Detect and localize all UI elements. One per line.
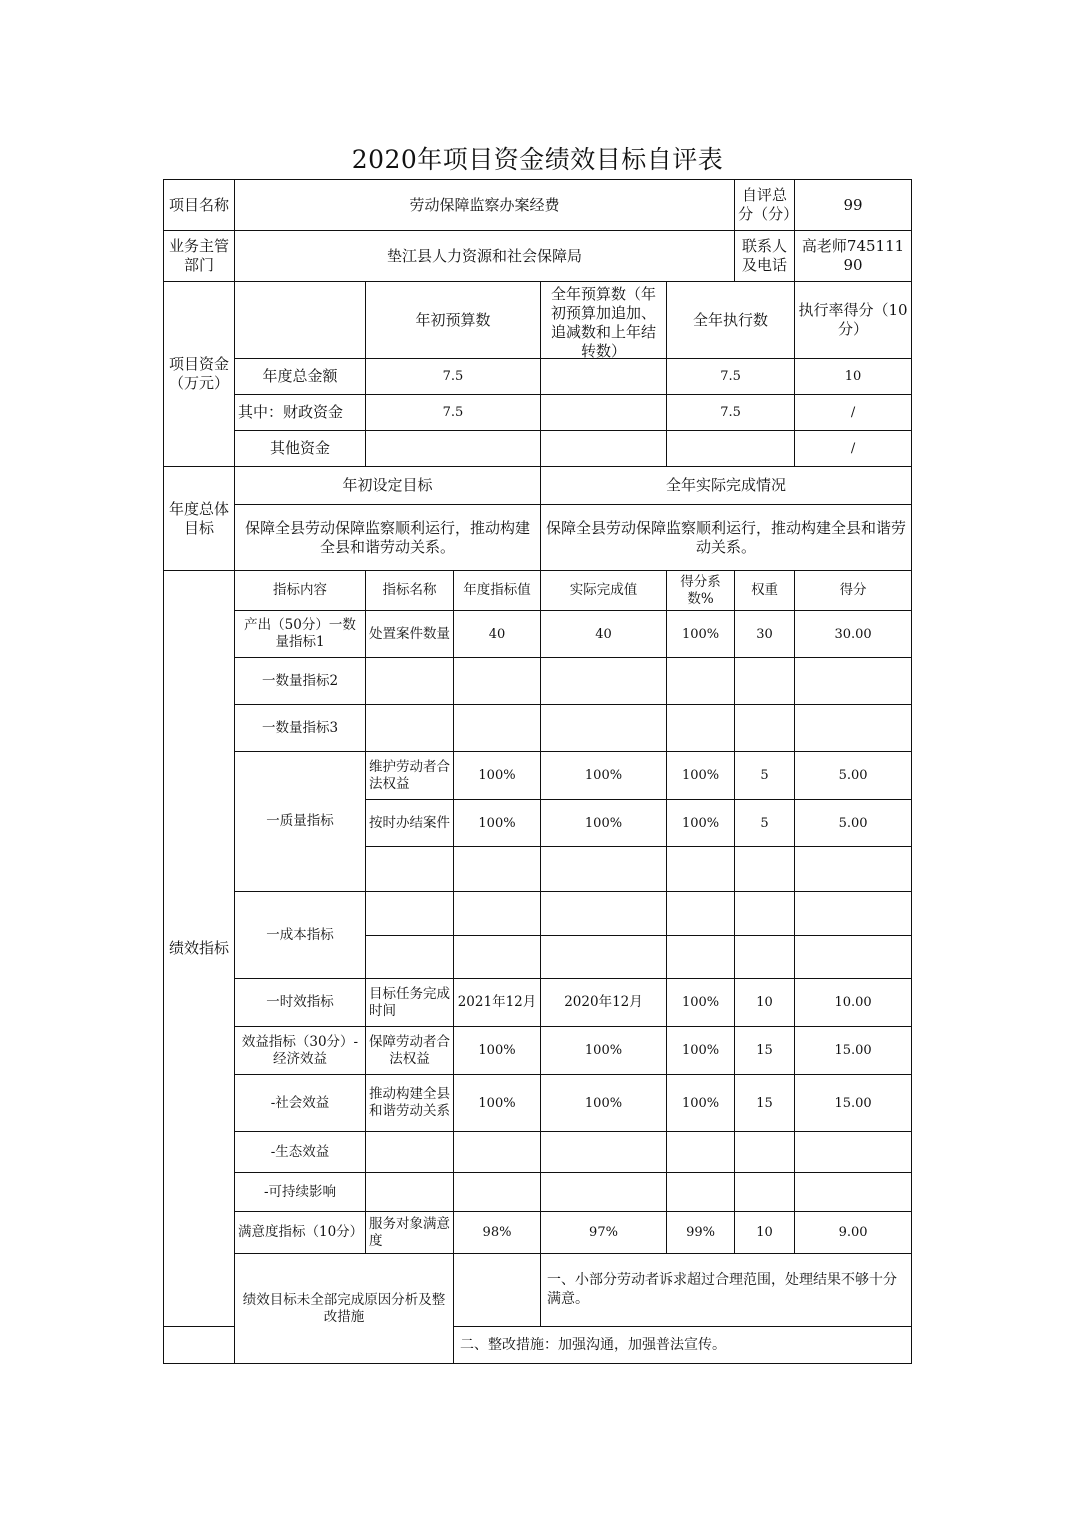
indicator-content: 效益指标（30分）-经济效益 — [235, 1027, 366, 1075]
indicator-content: 一质量指标 — [235, 752, 366, 892]
indicator-name: 按时办结案件 — [366, 800, 454, 847]
indicator-score: 10.00 — [795, 979, 912, 1027]
indicator-weight: 30 — [735, 611, 795, 658]
indicator-actual: 97% — [541, 1212, 667, 1254]
indicator-name: 推动构建全县和谐劳动关系 — [366, 1075, 454, 1132]
indicator-actual: 100% — [541, 1027, 667, 1075]
indicator-name: 目标任务完成时间 — [366, 979, 454, 1027]
indicator-name: 处置案件数量 — [366, 611, 454, 658]
self-evaluation-table — [163, 179, 912, 1364]
indicator-content: -可持续影响 — [235, 1173, 366, 1212]
indicator-actual: 2020年12月 — [541, 979, 667, 1027]
project-name-label: 项目名称 — [164, 180, 235, 231]
indicator-coef: 100% — [667, 979, 735, 1027]
indicator-content: 产出（50分）一数量指标1 — [235, 611, 366, 658]
funds-row-full — [541, 431, 667, 467]
funds-row-initial: 7.5 — [366, 359, 541, 395]
goals-actual-text: 保障全县劳动保障监察顺利运行，推动构建全县和谐劳动关系。 — [541, 505, 912, 571]
contact-label: 联系人及电话 — [735, 231, 795, 282]
perf-header: 指标名称 — [366, 571, 454, 611]
indicator-target: 100% — [454, 1027, 541, 1075]
indicator-weight: 15 — [735, 1027, 795, 1075]
indicator-weight: 10 — [735, 1212, 795, 1254]
indicator-coef: 100% — [667, 1027, 735, 1075]
dept-label: 业务主管部门 — [164, 231, 235, 282]
indicator-weight: 10 — [735, 979, 795, 1027]
indicator-coef: 100% — [667, 752, 735, 800]
analysis-label: 绩效目标未全部完成原因分析及整改措施 — [235, 1254, 454, 1364]
funds-section-label: 项目资金（万元） — [164, 282, 235, 467]
perf-header: 年度指标值 — [454, 571, 541, 611]
self-score-value: 99 — [795, 180, 912, 231]
dept-value: 垫江县人力资源和社会保障局 — [235, 231, 735, 282]
indicator-actual: 100% — [541, 800, 667, 847]
perf-header: 实际完成值 — [541, 571, 667, 611]
goals-initial-text: 保障全县劳动保障监察顺利运行，推动构建全县和谐劳动关系。 — [235, 505, 541, 571]
indicator-content: -社会效益 — [235, 1075, 366, 1132]
contact-value: 高老师74511190 — [795, 231, 912, 282]
funds-header-blank — [235, 282, 366, 359]
indicator-score: 15.00 — [795, 1027, 912, 1075]
funds-col-rate: 执行率得分（10分） — [795, 282, 912, 359]
funds-row-label: 其他资金 — [235, 431, 366, 467]
goals-actual-header: 全年实际完成情况 — [541, 467, 912, 505]
funds-row-rate: / — [795, 395, 912, 431]
perf-header: 得分 — [795, 571, 912, 611]
page-title: 2020年项目资金绩效目标自评表 — [351, 145, 724, 174]
funds-row-exec: 7.5 — [667, 359, 795, 395]
indicator-coef: 100% — [667, 800, 735, 847]
funds-col-initial: 年初预算数 — [366, 282, 541, 359]
perf-header: 得分系数% — [667, 571, 735, 611]
self-score-label: 自评总分（分） — [735, 180, 795, 231]
indicator-content: -生态效益 — [235, 1132, 366, 1173]
indicator-target: 2021年12月 — [454, 979, 541, 1027]
analysis-line-1: 一、小部分劳动者诉求超过合理范围，处理结果不够十分满意。 — [541, 1254, 912, 1327]
goals-initial-header: 年初设定目标 — [235, 467, 541, 505]
indicator-content: 一数量指标3 — [235, 705, 366, 752]
funds-col-exec: 全年执行数 — [667, 282, 795, 359]
indicator-weight: 15 — [735, 1075, 795, 1132]
indicator-score: 15.00 — [795, 1075, 912, 1132]
indicator-coef: 100% — [667, 611, 735, 658]
indicator-content: 满意度指标（10分） — [235, 1212, 366, 1254]
indicator-target: 98% — [454, 1212, 541, 1254]
indicator-weight: 5 — [735, 752, 795, 800]
funds-row-full — [541, 395, 667, 431]
indicator-target: 40 — [454, 611, 541, 658]
funds-row-initial: 7.5 — [366, 395, 541, 431]
indicator-weight: 5 — [735, 800, 795, 847]
funds-row-rate: / — [795, 431, 912, 467]
indicator-name: 维护劳动者合法权益 — [366, 752, 454, 800]
indicator-score: 30.00 — [795, 611, 912, 658]
indicator-actual: 40 — [541, 611, 667, 658]
funds-row-exec — [667, 431, 795, 467]
indicator-score: 9.00 — [795, 1212, 912, 1254]
indicator-name: 服务对象满意度 — [366, 1212, 454, 1254]
analysis-line-2: 二、整改措施：加强沟通，加强普法宣传。 — [454, 1327, 912, 1364]
project-name-value: 劳动保障监察办案经费 — [235, 180, 735, 231]
perf-section-label: 绩效指标 — [164, 571, 235, 1327]
perf-header: 指标内容 — [235, 571, 366, 611]
indicator-target: 100% — [454, 800, 541, 847]
funds-row-exec: 7.5 — [667, 395, 795, 431]
indicator-coef: 99% — [667, 1212, 735, 1254]
perf-header: 权重 — [735, 571, 795, 611]
funds-row-initial — [366, 431, 541, 467]
indicator-name: 保障劳动者合法权益 — [366, 1027, 454, 1075]
indicator-content: 一成本指标 — [235, 892, 366, 979]
indicator-target: 100% — [454, 1075, 541, 1132]
indicator-score: 5.00 — [795, 800, 912, 847]
indicator-actual: 100% — [541, 1075, 667, 1132]
goals-section-label: 年度总体目标 — [164, 467, 235, 571]
funds-row-full — [541, 359, 667, 395]
indicator-coef: 100% — [667, 1075, 735, 1132]
indicator-content: 一数量指标2 — [235, 658, 366, 705]
funds-row-label: 年度总金额 — [235, 359, 366, 395]
indicator-content: 一时效指标 — [235, 979, 366, 1027]
indicator-target: 100% — [454, 752, 541, 800]
funds-row-label: 其中：财政资金 — [235, 395, 366, 431]
funds-row-rate: 10 — [795, 359, 912, 395]
indicator-score: 5.00 — [795, 752, 912, 800]
indicator-actual: 100% — [541, 752, 667, 800]
funds-col-full: 全年预算数（年初预算加追加、追减数和上年结转数） — [541, 282, 667, 359]
